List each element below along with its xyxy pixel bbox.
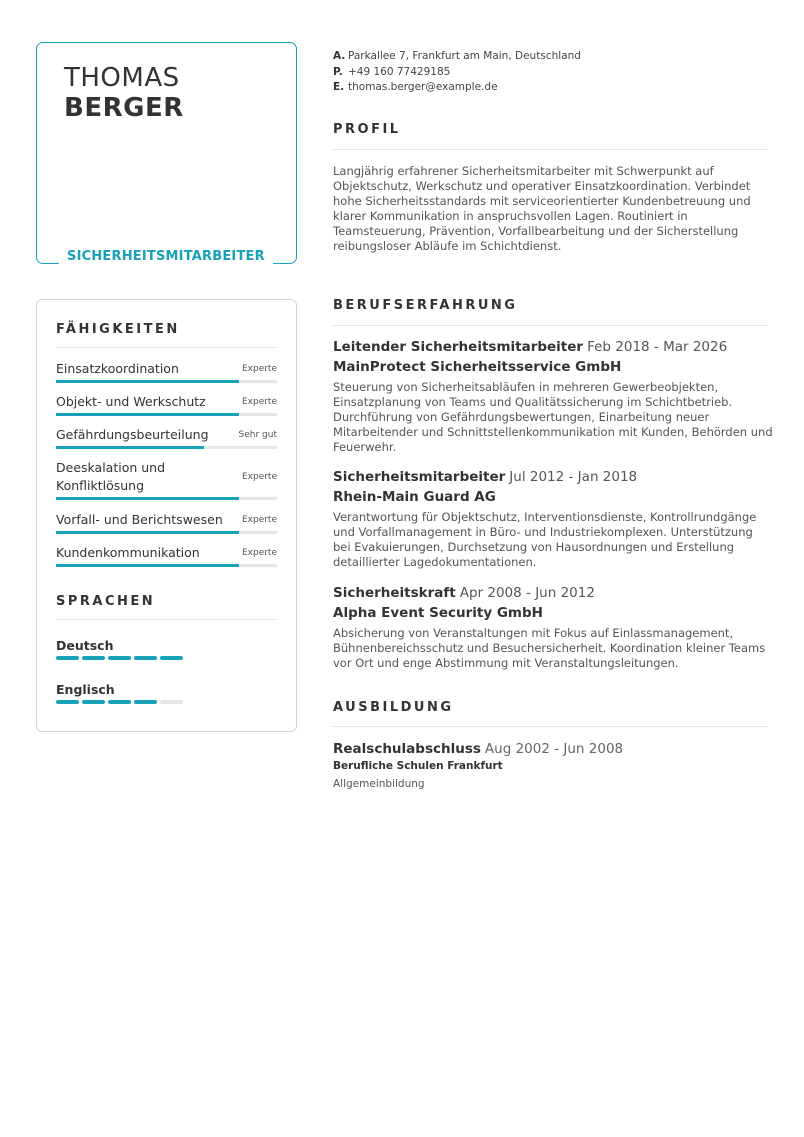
skill-level: Experte xyxy=(241,472,277,482)
contact-phone xyxy=(333,65,581,81)
language-item xyxy=(56,638,113,653)
skill-bar xyxy=(56,564,277,567)
job-role: Leitender Sicherheitsmitarbeiter xyxy=(333,339,584,355)
skills-divider xyxy=(56,347,277,348)
profile-heading: PROFIL xyxy=(333,122,401,137)
skill-item xyxy=(56,511,277,535)
skill-bar xyxy=(56,380,277,383)
skill-item xyxy=(56,360,277,384)
languages-heading: SPRACHEN xyxy=(56,594,156,609)
education-entry xyxy=(333,739,773,792)
language-level-segment xyxy=(56,656,79,660)
language-level-segment xyxy=(134,700,157,704)
job-dates: Apr 2008 - Jun 2012 xyxy=(459,585,595,601)
education-field: Allgemeinbildung xyxy=(333,778,425,790)
job-entry xyxy=(333,337,773,455)
phone-value: +49 160 77429185 xyxy=(348,65,451,78)
skill-bar-fill xyxy=(56,531,239,534)
job-dates: Feb 2018 - Mar 2026 xyxy=(587,339,728,355)
experience-divider xyxy=(333,325,768,326)
name-box xyxy=(36,42,297,264)
contact-address xyxy=(333,49,581,65)
experience-heading: BERUFSERFAHRUNG xyxy=(333,298,518,313)
skill-bar xyxy=(56,531,277,534)
job-company: MainProtect Sicherheitsservice GmbH xyxy=(333,359,622,375)
skill-level: Experte xyxy=(241,364,277,374)
skill-item xyxy=(56,544,277,568)
language-level-segment xyxy=(56,700,79,704)
job-description: Absicherung von Veranstaltungen mit Fokus auf Einlassmanagement, Bühnenbereichsschutz und Besuchersicherheit. Koordination kleiner Teams vor Ort und enge Abstimmung mit Veranstaltungsleitungen. xyxy=(333,626,766,670)
skill-name: Vorfall- und Berichtswesen xyxy=(56,512,223,527)
job-company: Rhein-Main Guard AG xyxy=(333,489,496,505)
phone-label: P. xyxy=(333,65,343,78)
job-entry xyxy=(333,583,773,671)
first-name: THOMAS xyxy=(64,63,180,93)
job-title: SICHERHEITSMITARBEITER xyxy=(59,249,273,264)
last-name: BERGER xyxy=(64,93,184,123)
address-value: Parkallee 7, Frankfurt am Main, Deutschland xyxy=(348,50,581,62)
sidebar xyxy=(36,299,297,732)
language-level xyxy=(56,656,183,660)
skill-bar xyxy=(56,413,277,416)
skill-bar-fill xyxy=(56,564,239,567)
job-company: Alpha Event Security GmbH xyxy=(333,605,543,621)
education-degree: Realschulabschluss xyxy=(333,741,481,757)
skill-item xyxy=(56,393,277,417)
language-name: Englisch xyxy=(56,682,115,697)
skill-item xyxy=(56,459,277,501)
skill-name: Objekt- und Werkschutz xyxy=(56,394,206,409)
job-role: Sicherheitsmitarbeiter xyxy=(333,469,506,485)
profile-divider xyxy=(333,149,768,150)
skill-bar xyxy=(56,446,277,449)
education-heading: AUSBILDUNG xyxy=(333,700,454,715)
education-dates: Aug 2002 - Jun 2008 xyxy=(484,741,624,757)
skill-bar-fill xyxy=(56,413,239,416)
skill-bar-fill xyxy=(56,497,239,500)
skill-level: Experte xyxy=(241,515,277,525)
job-dates: Jul 2012 - Jan 2018 xyxy=(509,469,638,485)
skill-bar xyxy=(56,497,277,500)
education-school: Berufliche Schulen Frankfurt xyxy=(333,760,503,772)
email-label: E. xyxy=(333,81,345,93)
email-value: thomas.berger@example.de xyxy=(348,81,498,93)
skill-name: Deeskalation und Konfliktlösung xyxy=(56,460,166,493)
address-label: A. xyxy=(333,50,346,62)
job-description: Steuerung von Sicherheitsabläufen in mehreren Gewerbeobjekten, Einsatzplanung von Teams und Qualitätssicherung im Schichtbetrieb. Durchführung von Gefährdungsbewertungen, Einarbeitung neuer Mitarbeitender und Schnittstellenkommunikation mit Kunden, Behörden und Feuerwehr. xyxy=(333,380,773,454)
skill-name: Einsatzkoordination xyxy=(56,361,179,376)
profile-text: Langjährig erfahrener Sicherheitsmitarbeiter mit Schwerpunkt auf Objektschutz, Werkschutz und operativer Einsatzkoordination. Verbindet hohe Sicherheitsstandards mit serviceorientierter Kundenbetreuung und klarer Kommunikation in anspruchsvollen Lagen. Routiniert in Teamsteuerung, Prävention, Vorfallbearbeitung und der Sicherstellung reibungsloser Abläufe im Schichtdienst. xyxy=(333,164,751,253)
job-role: Sicherheitskraft xyxy=(333,585,456,601)
language-level-segment xyxy=(108,700,131,704)
language-level-segment xyxy=(82,656,105,660)
job-entry xyxy=(333,467,773,570)
skill-name: Gefährdungsbeurteilung xyxy=(56,427,209,442)
skill-name: Kundenkommunikation xyxy=(56,545,200,560)
skill-bar-fill xyxy=(56,446,204,449)
language-level-segment xyxy=(160,656,183,660)
skills-heading: FÄHIGKEITEN xyxy=(56,322,180,337)
education-divider xyxy=(333,726,768,727)
skill-item xyxy=(56,426,277,450)
language-level-segment xyxy=(108,656,131,660)
language-level-segment xyxy=(82,700,105,704)
skill-bar-fill xyxy=(56,380,239,383)
contact-email xyxy=(333,80,581,96)
skill-level: Experte xyxy=(241,397,277,407)
language-item xyxy=(56,682,115,697)
job-description: Verantwortung für Objektschutz, Interventionsdienste, Kontrollrundgänge und Vorfallmanagement in Büro- und Industriekomplexen. Unterstützung bei Evakuierungen, Durchsetzung von Hausordnungen und Erstellung detaillierter Lagedokumentationen. xyxy=(333,510,757,569)
skill-level: Sehr gut xyxy=(238,430,277,440)
language-level-segment xyxy=(134,656,157,660)
contact-block xyxy=(333,49,581,96)
language-name: Deutsch xyxy=(56,638,114,653)
language-level-segment xyxy=(160,700,183,704)
skill-level: Experte xyxy=(241,548,277,558)
languages-divider xyxy=(56,619,277,620)
language-level xyxy=(56,700,183,704)
